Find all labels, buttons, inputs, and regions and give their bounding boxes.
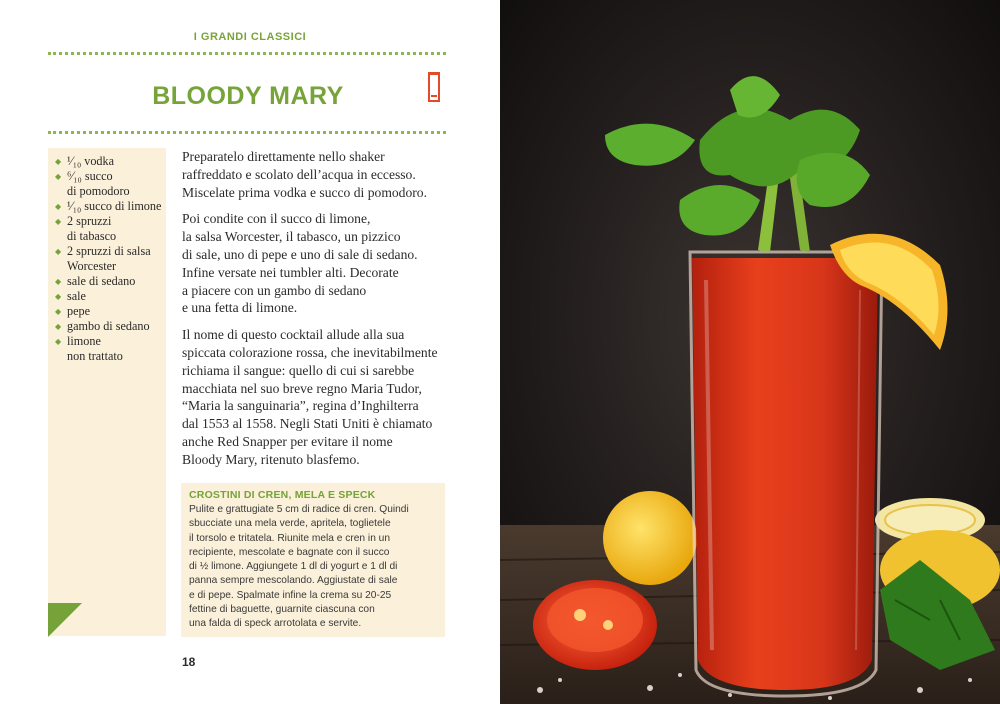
ingredient-item: ◆ gambo di sedano: [55, 319, 163, 334]
ingredient-item: ◆ limone non trattato: [55, 334, 163, 364]
highball-glass-icon: [428, 72, 440, 102]
recipe-title: BLOODY MARY: [152, 82, 344, 110]
ingredient-item: ◆ ¹⁄₁₀ vodka: [55, 154, 163, 169]
ingredient-item: ◆ 2 spruzzi di tabasco: [55, 214, 163, 244]
dotted-divider-top: [48, 52, 446, 55]
body-paragraph-preparation: Preparatelo direttamente nello shaker raffreddato e scolato dell’acqua in eccesso. Miscelate prima vodka e succo di pomodoro.: [182, 149, 427, 200]
page-number: 18: [182, 655, 196, 669]
body-paragraph-history: Il nome di questo cocktail allude alla sua spiccata colorazione rossa, che inevitabilmente richiama il sangue: quello di cui si sarebbe macchiata nel suo breve regno Maria Tudor, “Maria la sanguinaria”, regina d’Inghilterra dal 1553 al 1558. Negli Stati Uniti è chiamato anche Red Snapper per evitare il nome Bloody Mary, ritenuto blasfemo.: [182, 327, 438, 467]
recipe-body: [182, 148, 450, 478]
side-recipe-title: CROSTINI DI CREN, MELA E SPECK: [189, 489, 376, 501]
ingredient-item: ◆ pepe: [55, 304, 163, 319]
page-corner-fold: [48, 603, 82, 637]
ingredient-item: ◆ ¹⁄₁₀ succo di limone: [55, 199, 163, 214]
ingredient-item: ◆ 2 spruzzi di salsa Worcester: [55, 244, 163, 274]
body-paragraph-seasoning: Poi condite con il succo di limone, la salsa Worcester, il tabasco, un pizzico di sale, uno di pepe e uno di sale di sedano. Infine versate nei tumbler alti. Decorate a piacere con un gambo di sedano e una fetta di limone.: [182, 211, 418, 316]
section-label: I GRANDI CLASSICI: [193, 31, 307, 43]
bloody-mary-photo-illustration: [500, 0, 1000, 704]
side-recipe-box: [181, 483, 445, 637]
cocktail-photo: [500, 0, 1000, 704]
ingredient-item: ◆ sale: [55, 289, 163, 304]
side-recipe-text: Pulite e grattugiate 5 cm di radice di cren. Quindi sbucciate una mela verde, apritela, toglietele il torsolo e tritatela. Riunite mela e cren in un recipiente, mescolate e bagnate con il succo di ½ limone. Aggiungete 1 dl di yogurt e 1 dl di panna sempre mescolando. Aggiustate di sale e di pepe. Spalmate infine la crema su 20-25 fettine di baguette, guarnite ciascuna con una falda di speck arrotolata e servite.: [189, 504, 409, 630]
ingredients-list: [55, 154, 163, 364]
ingredient-item: ◆ ⁶⁄₁₀ succo di pomodoro: [55, 169, 163, 199]
dotted-divider-middle: [48, 131, 446, 134]
ingredient-item: ◆ sale di sedano: [55, 274, 163, 289]
